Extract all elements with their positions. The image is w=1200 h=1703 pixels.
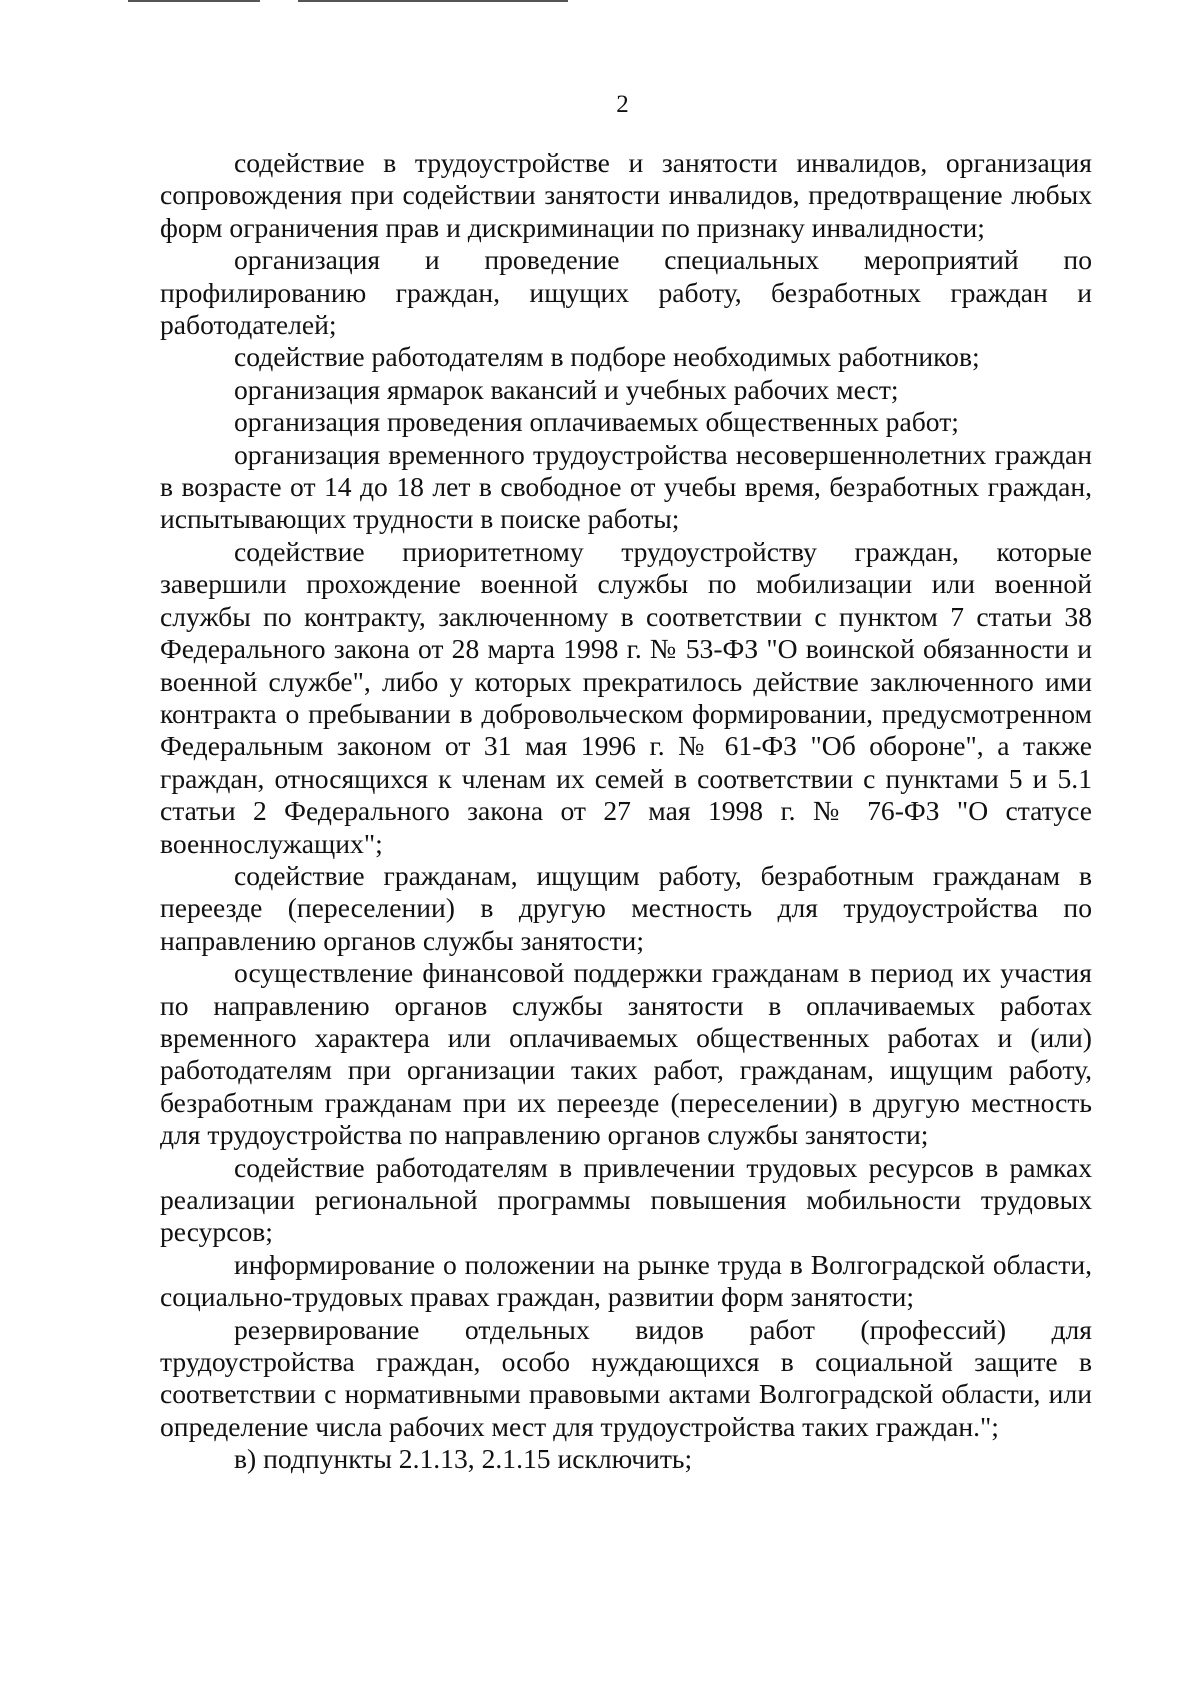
paragraph: информирование о положении на рынке труда в Волгоградской области, социально-трудовых правах граждан, развитии форм занятости; <box>160 1248 1092 1313</box>
document-body <box>160 147 1092 1476</box>
scan-edge-line <box>128 0 260 2</box>
paragraph: организация временного трудоустройства несовершеннолетних граждан в возрасте от 14 до 18 лет в свободное от учебы время, безработных граждан, испытывающих трудности в поиске работы; <box>160 438 1092 535</box>
paragraph: организация и проведение специальных мероприятий по профилированию граждан, ищущих работу, безработных граждан и работодателей; <box>160 244 1092 341</box>
paragraph: организация ярмарок вакансий и учебных рабочих мест; <box>234 373 899 405</box>
paragraph: содействие работодателям в подборе необходимых работников; <box>234 341 980 373</box>
paragraph: в) подпункты 2.1.13, 2.1.15 исключить; <box>234 1443 693 1475</box>
paragraph: содействие приоритетному трудоустройству граждан, которые завершили прохождение военной службы по мобилизации или военной службы по контракту, заключенному в соответствии с пунктом 7 статьи 38 Федерального закона от 28 марта 1998 г. № 53-ФЗ "О воинской обязанности и военной службе", либо у которых прекратилось действие заключенного ими контракта о пребывании в добровольческом формировании, предусмотренном Федеральным законом от 31 мая 1996 г. № 61-ФЗ "Об обороне", а также граждан, относящихся к членам их семей в соответствии с пунктами 5 и 5.1 статьи 2 Федерального закона от 27 мая 1998 г. № 76-ФЗ "О статусе военнослужащих"; <box>160 535 1092 859</box>
paragraph: содействие гражданам, ищущим работу, безработным гражданам в переезде (переселении) в другую местность для трудоустройства по направлению органов службы занятости; <box>160 859 1092 956</box>
paragraph: организация проведения оплачиваемых общественных работ; <box>234 406 959 438</box>
page-number: 2 <box>616 91 629 118</box>
paragraph: резервирование отдельных видов работ (профессий) для трудоустройства граждан, особо нуждающихся в социальной защите в соответствии с нормативными правовыми актами Волгоградской области, или определение числа рабочих мест для трудоустройства таких граждан."; <box>160 1313 1092 1442</box>
scan-edge-line <box>298 0 568 2</box>
paragraph: содействие работодателям в привлечении трудовых ресурсов в рамках реализации региональной программы повышения мобильности трудовых ресурсов; <box>160 1151 1092 1248</box>
paragraph: осуществление финансовой поддержки гражданам в период их участия по направлению органов службы занятости в оплачиваемых работах временного характера или оплачиваемых общественных работах и (или) работодателям при организации таких работ, гражданам, ищущим работу, безработным гражданам при их переезде (переселении) в другую местность для трудоустройства по направлению органов службы занятости; <box>160 957 1092 1151</box>
paragraph: содействие в трудоустройстве и занятости инвалидов, организация сопровождения при содействии занятости инвалидов, предотвращение любых форм ограничения прав и дискриминации по признаку инвалидности; <box>160 147 1092 243</box>
